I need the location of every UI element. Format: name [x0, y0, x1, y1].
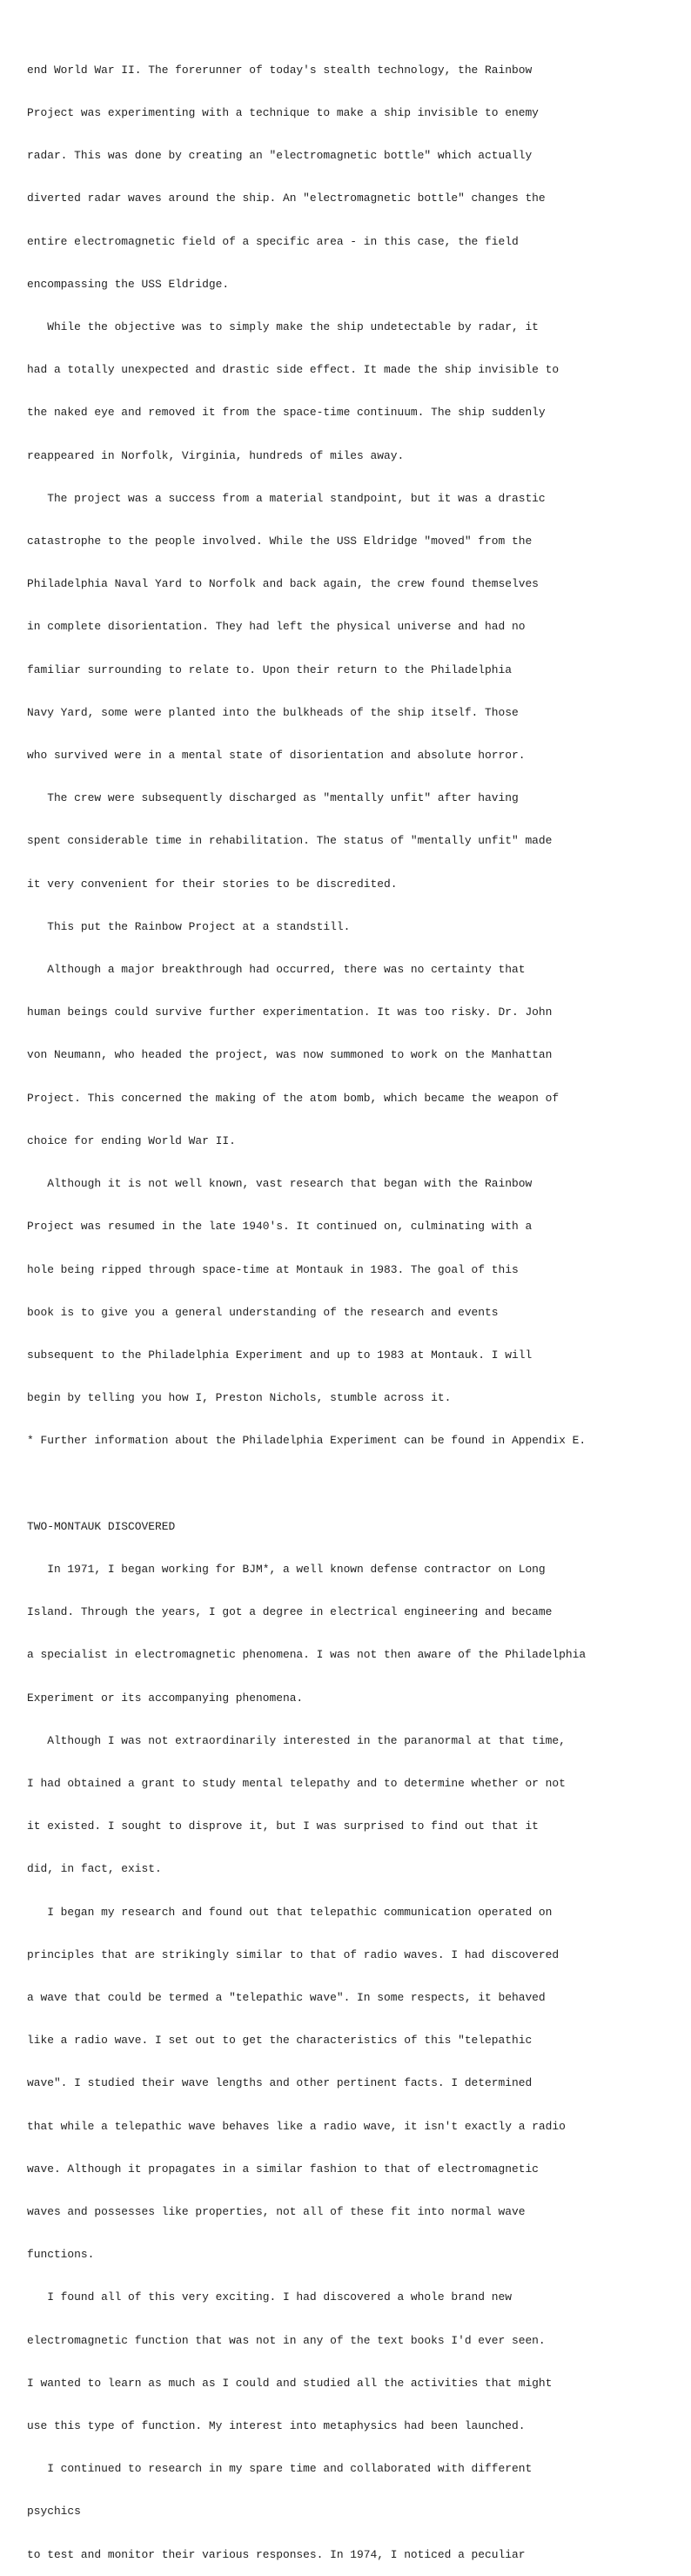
text-line: subsequent to the Philadelphia Experiment and up to 1983 at Montauk. I will — [27, 1348, 533, 1362]
text-line: Philadelphia Naval Yard to Norfolk and back again, the crew found themselves — [27, 577, 539, 591]
text-line: familiar surrounding to relate to. Upon their return to the Philadelphia — [27, 662, 512, 676]
text-line: wave". I studied their wave lengths and other pertinent facts. I determined — [27, 2076, 533, 2090]
text-line: like a radio wave. I set out to get the characteristics of this "telepathic — [27, 2034, 533, 2048]
text-line: The crew were subsequently discharged as "mentally unfit" after having — [27, 791, 519, 805]
text-line: principles that are strikingly similar to that of radio waves. I had discovered — [27, 1947, 560, 1961]
text-line: encompassing the USS Eldridge. — [27, 277, 230, 291]
text-line: The project was a success from a material standpoint, but it was a drastic — [27, 491, 546, 505]
text-line: had a totally unexpected and drastic side effect. It made the ship invisible to — [27, 363, 560, 377]
text-line: waves and possesses like properties, not all of these fit into normal wave — [27, 2204, 526, 2218]
text-line: a wave that could be termed a "telepathic wave". In some respects, it behaved — [27, 1990, 546, 2004]
text-line: it existed. I sought to disprove it, but I was surprised to find out that it — [27, 1819, 539, 1833]
text-line: use this type of function. My interest into metaphysics had been launched. — [27, 2418, 526, 2432]
text-line: reappeared in Norfolk, Virginia, hundreds of miles away. — [27, 448, 405, 462]
text-line: did, in fact, exist. — [27, 1862, 162, 1876]
text-line: human beings could survive further experimentation. It was too risky. Dr. John — [27, 1006, 553, 1019]
footnote: * Further information about the Philadelphia Experiment can be found in Appendix E. — [27, 1434, 587, 1448]
text-line: radar. This was done by creating an "electromagnetic bottle" which actually — [27, 149, 533, 163]
text-line: psychics — [27, 2505, 81, 2519]
text-line: Although a major breakthrough had occurred, there was no certainty that — [27, 963, 526, 977]
text-line: electromagnetic function that was not in any of the text books I'd ever seen. — [27, 2333, 546, 2347]
text-line: Although I was not extraordinarily interested in the paranormal at that time, — [27, 1733, 566, 1747]
text-line: Experiment or its accompanying phenomena. — [27, 1691, 304, 1705]
text-line: diverted radar waves around the ship. An "electromagnetic bottle" changes the — [27, 192, 546, 205]
text-line: Island. Through the years, I got a degree in electrical engineering and became — [27, 1605, 553, 1619]
text-line: I wanted to learn as much as I could and studied all the activities that might — [27, 2376, 553, 2390]
text-line: I found all of this very exciting. I had discovered a whole brand new — [27, 2290, 512, 2304]
text-line: Navy Yard, some were planted into the bulkheads of the ship itself. Those — [27, 705, 519, 719]
text-line: functions. — [27, 2248, 95, 2262]
text-line: to test and monitor their various responses. In 1974, I noticed a peculiar — [27, 2547, 526, 2561]
text-line: I had obtained a grant to study mental telepathy and to determine whether or not — [27, 1776, 566, 1790]
text-line: This put the Rainbow Project at a standstill. — [27, 919, 351, 933]
text-line: who survived were in a mental state of disorientation and absolute horror. — [27, 749, 526, 763]
text-line: choice for ending World War II. — [27, 1133, 236, 1147]
text-line: Project was resumed in the late 1940's. It continued on, culminating with a — [27, 1220, 533, 1234]
text-line: book is to give you a general understanding of the research and events — [27, 1305, 499, 1319]
document-page — [27, 35, 671, 2576]
text-line: Although it is not well known, vast research that began with the Rainbow — [27, 1177, 533, 1191]
text-line: in complete disorientation. They had left the physical universe and had no — [27, 620, 526, 634]
text-line: spent considerable time in rehabilitation. The status of "mentally unfit" made — [27, 834, 553, 848]
text-line: begin by telling you how I, Preston Nichols, stumble across it. — [27, 1391, 452, 1405]
text-line: I began my research and found out that telepathic communication operated on — [27, 1905, 553, 1919]
text-line: that while a telepathic wave behaves like a radio wave, it isn't exactly a radio — [27, 2119, 566, 2133]
text-line: hole being ripped through space-time at Montauk in 1983. The goal of this — [27, 1262, 519, 1276]
text-line: I continued to research in my spare time and collaborated with different — [27, 2462, 533, 2476]
text-line: entire electromagnetic field of a specific area - in this case, the field — [27, 234, 519, 248]
blank-line — [27, 1477, 671, 1491]
text-line: Project was experimenting with a technique to make a ship invisible to enemy — [27, 106, 539, 120]
section-heading: TWO-MONTAUK DISCOVERED — [27, 1519, 176, 1533]
text-line: it very convenient for their stories to be discredited. — [27, 877, 398, 891]
text-line: the naked eye and removed it from the space-time continuum. The ship suddenly — [27, 406, 546, 420]
text-line: von Neumann, who headed the project, was now summoned to work on the Manhattan — [27, 1048, 553, 1062]
text-line: Project. This concerned the making of the atom bomb, which became the weapon of — [27, 1091, 560, 1105]
text-line: catastrophe to the people involved. While the USS Eldridge "moved" from the — [27, 535, 533, 548]
text-line: While the objective was to simply make the ship undetectable by radar, it — [27, 320, 539, 334]
text-line: In 1971, I began working for BJM*, a well known defense contractor on Long — [27, 1562, 546, 1576]
text-line: end World War II. The forerunner of today's stealth technology, the Rainbow — [27, 63, 533, 77]
text-line: wave. Although it propagates in a similar fashion to that of electromagnetic — [27, 2162, 539, 2176]
text-line: a specialist in electromagnetic phenomena. I was not then aware of the Philadelphia — [27, 1648, 587, 1662]
